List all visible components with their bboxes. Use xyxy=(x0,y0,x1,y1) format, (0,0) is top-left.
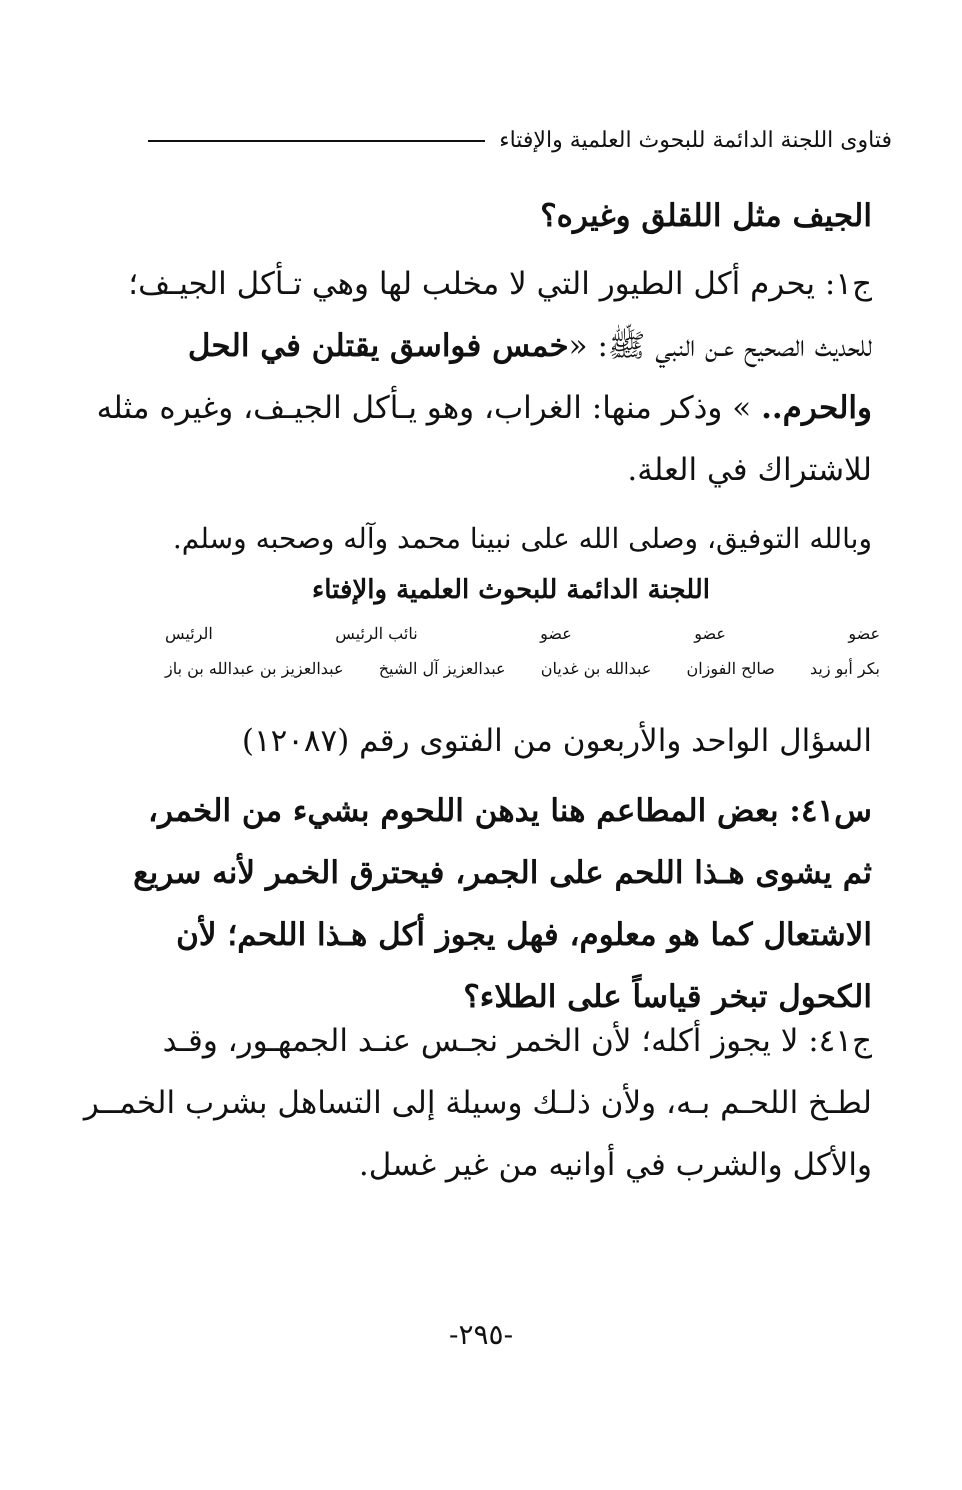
name-abdulaziz-binbaz: عبدالعزيز بن عبدالله بن باز xyxy=(165,659,344,678)
signatory-names xyxy=(165,659,880,678)
answer-41-line-1: ج٤١: لا يجوز أكله؛ لأن الخمر نجـس عنـد الجمهـور، وقـد xyxy=(162,1023,872,1059)
header-title: فتاوى اللجنة الدائمة للبحوث العلمية والإفتاء xyxy=(499,128,892,153)
question-tail-text: الجيف مثل اللقلق وغيره؟ xyxy=(540,198,872,234)
answer-41 xyxy=(83,1010,872,1196)
hadith-quote-end: والحرم.. xyxy=(761,390,872,426)
answer-1-line-3 xyxy=(96,377,872,439)
answer-41-line-3: والأكل والشرب في أوانيه من غير غسل. xyxy=(358,1147,872,1183)
question-41-line-1: س٤١: بعض المطاعم هنا يدهن اللحوم بشيء من الخمر، xyxy=(147,793,872,829)
name-abdullah-ghudayan: عبدالله بن غديان xyxy=(540,659,652,678)
page-number: -٢٩٥- xyxy=(448,1318,514,1351)
answer-1-line-3-text: » وذكر منها: الغراب، وهو يـأكل الجيـف، وغيره مثله xyxy=(96,390,762,426)
role-vice-president: نائب الرئيس xyxy=(335,624,418,643)
answer-1-line-2 xyxy=(155,315,872,377)
question-41 xyxy=(133,780,872,1028)
question-41-line-3: الاشتعال كما هو معلوم، فهل يجوز أكل هـذا اللحم؛ لأن xyxy=(176,917,872,953)
answer-1-line-2-text: للحديث الصحيح عـن النبي ﷺ: « xyxy=(568,328,872,364)
question-41-line-4: الكحول تبخر قياساً على الطلاء؟ xyxy=(463,979,872,1015)
role-member-1: عضو xyxy=(848,624,880,643)
running-header xyxy=(148,128,892,153)
answer-1 xyxy=(96,253,872,501)
question-41-line-2: ثم يشوى هـذا اللحم على الجمر، فيحترق الخمر لأنه سريع xyxy=(133,855,872,891)
role-member-2: عضو xyxy=(694,624,726,643)
question-tail xyxy=(155,185,872,247)
name-abdulaziz-alsheikh: عبدالعزيز آل الشيخ xyxy=(378,659,506,678)
hadith-quote-start: خمس فواسق يقتلن في الحل xyxy=(187,328,569,364)
question-41-title-text: السؤال الواحد والأربعون من الفتوى رقم (١٢٠٨٧) xyxy=(241,723,872,759)
committee-title: اللجنة الدائمة للبحوث العلمية والإفتاء xyxy=(312,575,710,605)
name-bakr-abu-zaid: بكر أبو زيد xyxy=(809,659,880,678)
answer-41-line-2: لطـخ اللحـم بـه، ولأن ذلـك وسيلة إلى التساهل بشرب الخمــر xyxy=(83,1085,872,1121)
answer-1-line-4: للاشتراك في العلة. xyxy=(627,452,872,488)
header-rule xyxy=(148,140,485,142)
role-member-3: عضو xyxy=(540,624,572,643)
closing-line xyxy=(155,508,872,570)
name-saleh-alfawzan: صالح الفوزان xyxy=(686,659,775,678)
question-41-title xyxy=(150,710,872,772)
closing-text: وبالله التوفيق، وصلى الله على نبينا محمد وآله وصحبه وسلم. xyxy=(172,522,872,555)
signatory-roles xyxy=(165,624,880,643)
answer-1-line-1: ج١: يحرم أكل الطيور التي لا مخلب لها وهي تـأكل الجيـف؛ xyxy=(128,266,872,302)
role-president: الرئيس xyxy=(165,624,213,643)
